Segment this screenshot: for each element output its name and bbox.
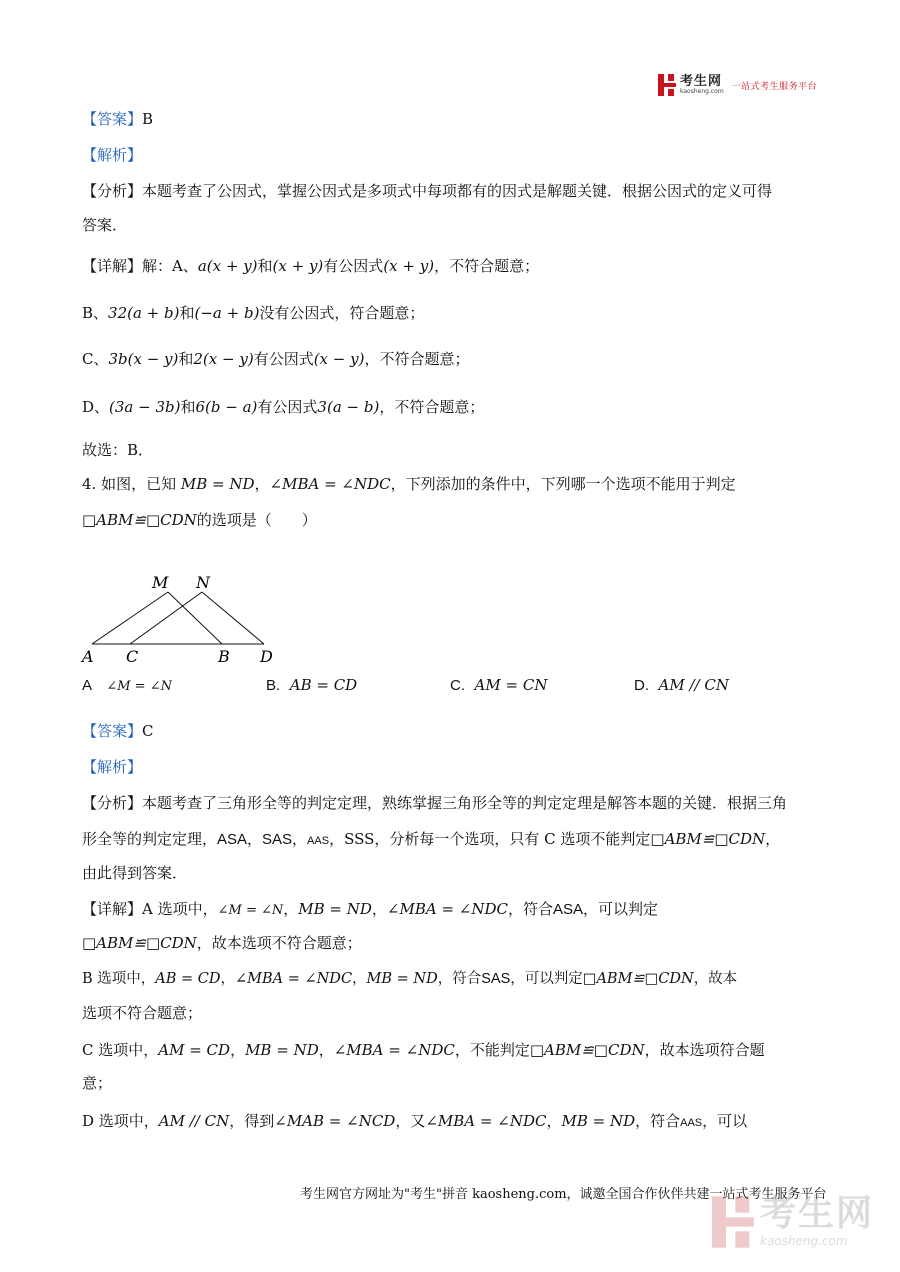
- math-expression: MB = ND: [561, 1112, 636, 1130]
- text-segment: 有公因式: [253, 350, 314, 368]
- answer-value: B: [142, 110, 154, 128]
- header-logo[interactable]: [658, 70, 817, 100]
- text-segment: ，: [230, 1041, 246, 1059]
- text-segment: D 选项中，: [82, 1112, 159, 1130]
- q4-analysis-label: 【解析】: [82, 758, 143, 776]
- q4-detail-b-line1: [82, 968, 737, 990]
- math-expression: ∠MBA = ∠NDC: [234, 971, 353, 987]
- text-segment: 和: [178, 350, 194, 368]
- logo-name: 考生网: [680, 74, 723, 89]
- q4-detail-c-line2: 意；: [82, 1074, 113, 1092]
- kaosheng-logo-icon: [658, 74, 676, 96]
- math-expression: ∠MAB = ∠NCD: [274, 1112, 396, 1130]
- option-d[interactable]: [634, 676, 729, 694]
- text-segment: 4. 如图，已知: [82, 475, 177, 493]
- text-segment: ，: [220, 971, 235, 987]
- text-segment: C、: [82, 350, 109, 368]
- text-segment: 有公因式: [257, 398, 318, 416]
- option-letter: C.: [450, 677, 465, 694]
- text-segment: ，符合: [508, 900, 554, 918]
- label-m: M: [152, 573, 169, 592]
- text-segment: ，不符合题意；: [364, 350, 470, 368]
- text-segment: ，不能判定: [454, 1041, 530, 1059]
- text-segment: ，: [371, 900, 387, 918]
- label-n: N: [196, 573, 210, 592]
- option-text: AM // CN: [658, 676, 729, 694]
- text-segment: ，故本选项不符合题意；: [196, 934, 362, 952]
- math-expression: ∠MBA = ∠NDC: [269, 475, 391, 493]
- text-segment: B 选项中，: [82, 971, 156, 987]
- q3-analysis-line1: 【分析】本题考查了公因式，掌握公因式是多项式中每项都有的因式是解题关键．根据公因式的定义可得: [82, 182, 773, 200]
- math-expression: ∠MBA = ∠NDC: [386, 900, 509, 918]
- q4-detail-c-line1: [82, 1039, 765, 1061]
- option-text: AB = CD: [289, 676, 358, 694]
- math-expression: ∠MBA = ∠NDC: [333, 1041, 455, 1059]
- text-segment: ，可以判定: [583, 900, 659, 918]
- text-segment: SAS: [481, 971, 511, 987]
- logo-domain: kaosheng.com: [680, 88, 724, 95]
- text-segment: ，符合: [437, 971, 482, 987]
- math-expression: MB = ND: [366, 971, 438, 987]
- q4-detail-a-line2: [82, 932, 362, 954]
- math-expression: AM // CN: [158, 1112, 230, 1130]
- q4-analysis-line1: 【分析】本题考查了三角形全等的判定定理，熟练掌握三角形全等的判定定理是解答本题的关键．根据三角: [82, 794, 788, 812]
- math-expression: □ABM≌□CDN: [650, 830, 766, 848]
- math-expression: (x − y): [313, 350, 365, 368]
- logo-slogan: 一站式考生服务平台: [731, 81, 818, 92]
- q3-detail-c: [82, 348, 469, 370]
- text-segment: ASA，SAS，: [217, 831, 308, 848]
- watermark-name: 考生网: [760, 1193, 875, 1234]
- math-expression: (x + y): [383, 257, 435, 275]
- math-expression: 32(a + b): [108, 304, 180, 322]
- math-expression: (x + y): [272, 257, 324, 275]
- label-a: A: [82, 647, 94, 666]
- q4-detail-a-line1: [82, 898, 658, 922]
- math-expression: (−a + b): [194, 304, 260, 322]
- text-segment: 的选项是（ ）: [196, 511, 317, 529]
- option-a[interactable]: [82, 676, 172, 694]
- text-segment: 形全等的判定定理，: [82, 830, 218, 848]
- segment-cn: [130, 592, 202, 644]
- math-expression: a(x + y): [197, 257, 258, 275]
- q3-detail-d: [82, 396, 484, 418]
- option-letter: B.: [266, 677, 281, 694]
- option-c[interactable]: [450, 676, 547, 694]
- text-segment: ，下列添加的条件中，下列哪一个选项不能用于判定: [390, 475, 736, 493]
- watermark-domain: kaosheng.com: [760, 1234, 848, 1248]
- text-segment: 没有公因式，符合题意；: [259, 304, 425, 322]
- text-segment: ，: [352, 971, 367, 987]
- text-segment: ，: [254, 475, 270, 493]
- watermark-logo-icon: [712, 1196, 754, 1248]
- text-segment: ，符合: [635, 1112, 681, 1130]
- q3-answer: [82, 108, 153, 130]
- math-expression: MB = ND: [180, 475, 255, 493]
- math-expression: □ABM≌□CDN: [82, 934, 197, 952]
- text-segment: AAS: [680, 1117, 703, 1129]
- text-segment: D、: [82, 398, 110, 416]
- math-expression: MB = ND: [245, 1041, 319, 1059]
- math-expression: 3(a − b): [317, 398, 380, 416]
- label-b: B: [218, 647, 230, 666]
- math-expression: □ABM≌□CDN: [82, 511, 197, 529]
- math-expression: 3b(x − y): [108, 350, 179, 368]
- text-segment: ，故本选项符合题: [644, 1041, 765, 1059]
- q4-detail-b-line2: 选项不符合题意；: [82, 1004, 203, 1022]
- q4-analysis-line3: 由此得到答案．: [82, 864, 188, 882]
- text-segment: 【详解】A 选项中，: [82, 900, 218, 918]
- math-expression: ∠M = ∠N: [217, 903, 284, 918]
- text-segment: ，又: [395, 1112, 426, 1130]
- text-segment: ，: [283, 900, 299, 918]
- q3-conclusion: 故选：B．: [82, 441, 154, 459]
- q3-detail-a: [82, 255, 539, 277]
- option-text: ∠M = ∠N: [106, 679, 172, 694]
- text-segment: ，不符合题意；: [434, 257, 540, 275]
- math-expression: 2(x − y): [193, 350, 254, 368]
- option-letter: A: [82, 677, 93, 694]
- text-segment: B、: [82, 304, 109, 322]
- text-segment: ，可以判定: [510, 971, 583, 987]
- answer-label: 【答案】: [82, 722, 143, 740]
- text-segment: 和: [180, 398, 196, 416]
- text-segment: 和: [179, 304, 195, 322]
- text-segment: ，SSS，分析每一个选项，只有 C 选项不能判定: [329, 830, 651, 848]
- q3-analysis-label: 【解析】: [82, 146, 143, 164]
- label-c: C: [126, 647, 139, 666]
- option-b[interactable]: [266, 676, 357, 694]
- q4-stem-line2: [82, 509, 317, 531]
- segment-nd: [202, 592, 264, 644]
- math-expression: AB = CD: [155, 971, 221, 987]
- q3-detail-b: [82, 302, 424, 324]
- q4-analysis-line2: [82, 828, 780, 852]
- text-segment: ASA: [553, 901, 584, 918]
- text-segment: ，可以: [702, 1112, 748, 1130]
- triangle-figure: [78, 568, 288, 668]
- footer-text: 考生网官方网址为"考生"拼音 kaosheng.com，诚邀全国合作伙伴共建一站式考生服务平台: [300, 1187, 827, 1202]
- text-segment: 和: [257, 257, 273, 275]
- text-segment: ，故本: [693, 971, 738, 987]
- math-expression: 6(b − a): [195, 398, 258, 416]
- text-segment: AAS: [307, 835, 330, 847]
- q4-answer: [82, 720, 154, 742]
- q4-detail-d-line1: [82, 1110, 747, 1134]
- q4-stem-line1: [82, 473, 736, 495]
- label-d: D: [260, 647, 273, 666]
- math-expression: (3a − 3b): [109, 398, 181, 416]
- option-letter: D.: [634, 677, 649, 694]
- text-segment: ，: [765, 830, 781, 848]
- watermark: [712, 1193, 875, 1248]
- answer-label: 【答案】: [82, 110, 143, 128]
- q3-analysis-line2: 答案．: [82, 216, 128, 234]
- segment-mb: [168, 592, 222, 644]
- q4-options: [82, 676, 802, 698]
- text-segment: 有公因式: [323, 257, 384, 275]
- text-segment: ，不符合题意；: [379, 398, 485, 416]
- text-segment: 【详解】解：A、: [82, 257, 198, 275]
- option-text: AM = CN: [474, 676, 548, 694]
- text-segment: ，: [546, 1112, 562, 1130]
- text-segment: ，: [318, 1041, 334, 1059]
- math-expression: MB = ND: [298, 900, 372, 918]
- math-expression: □ABM≌□CDN: [529, 1041, 645, 1059]
- math-expression: AM = CD: [158, 1041, 231, 1059]
- text-segment: C 选项中，: [82, 1041, 159, 1059]
- math-expression: □ABM≌□CDN: [582, 971, 694, 987]
- answer-value: C: [142, 722, 154, 740]
- text-segment: ，得到: [229, 1112, 275, 1130]
- segment-am: [92, 592, 168, 644]
- math-expression: ∠MBA = ∠NDC: [425, 1112, 547, 1130]
